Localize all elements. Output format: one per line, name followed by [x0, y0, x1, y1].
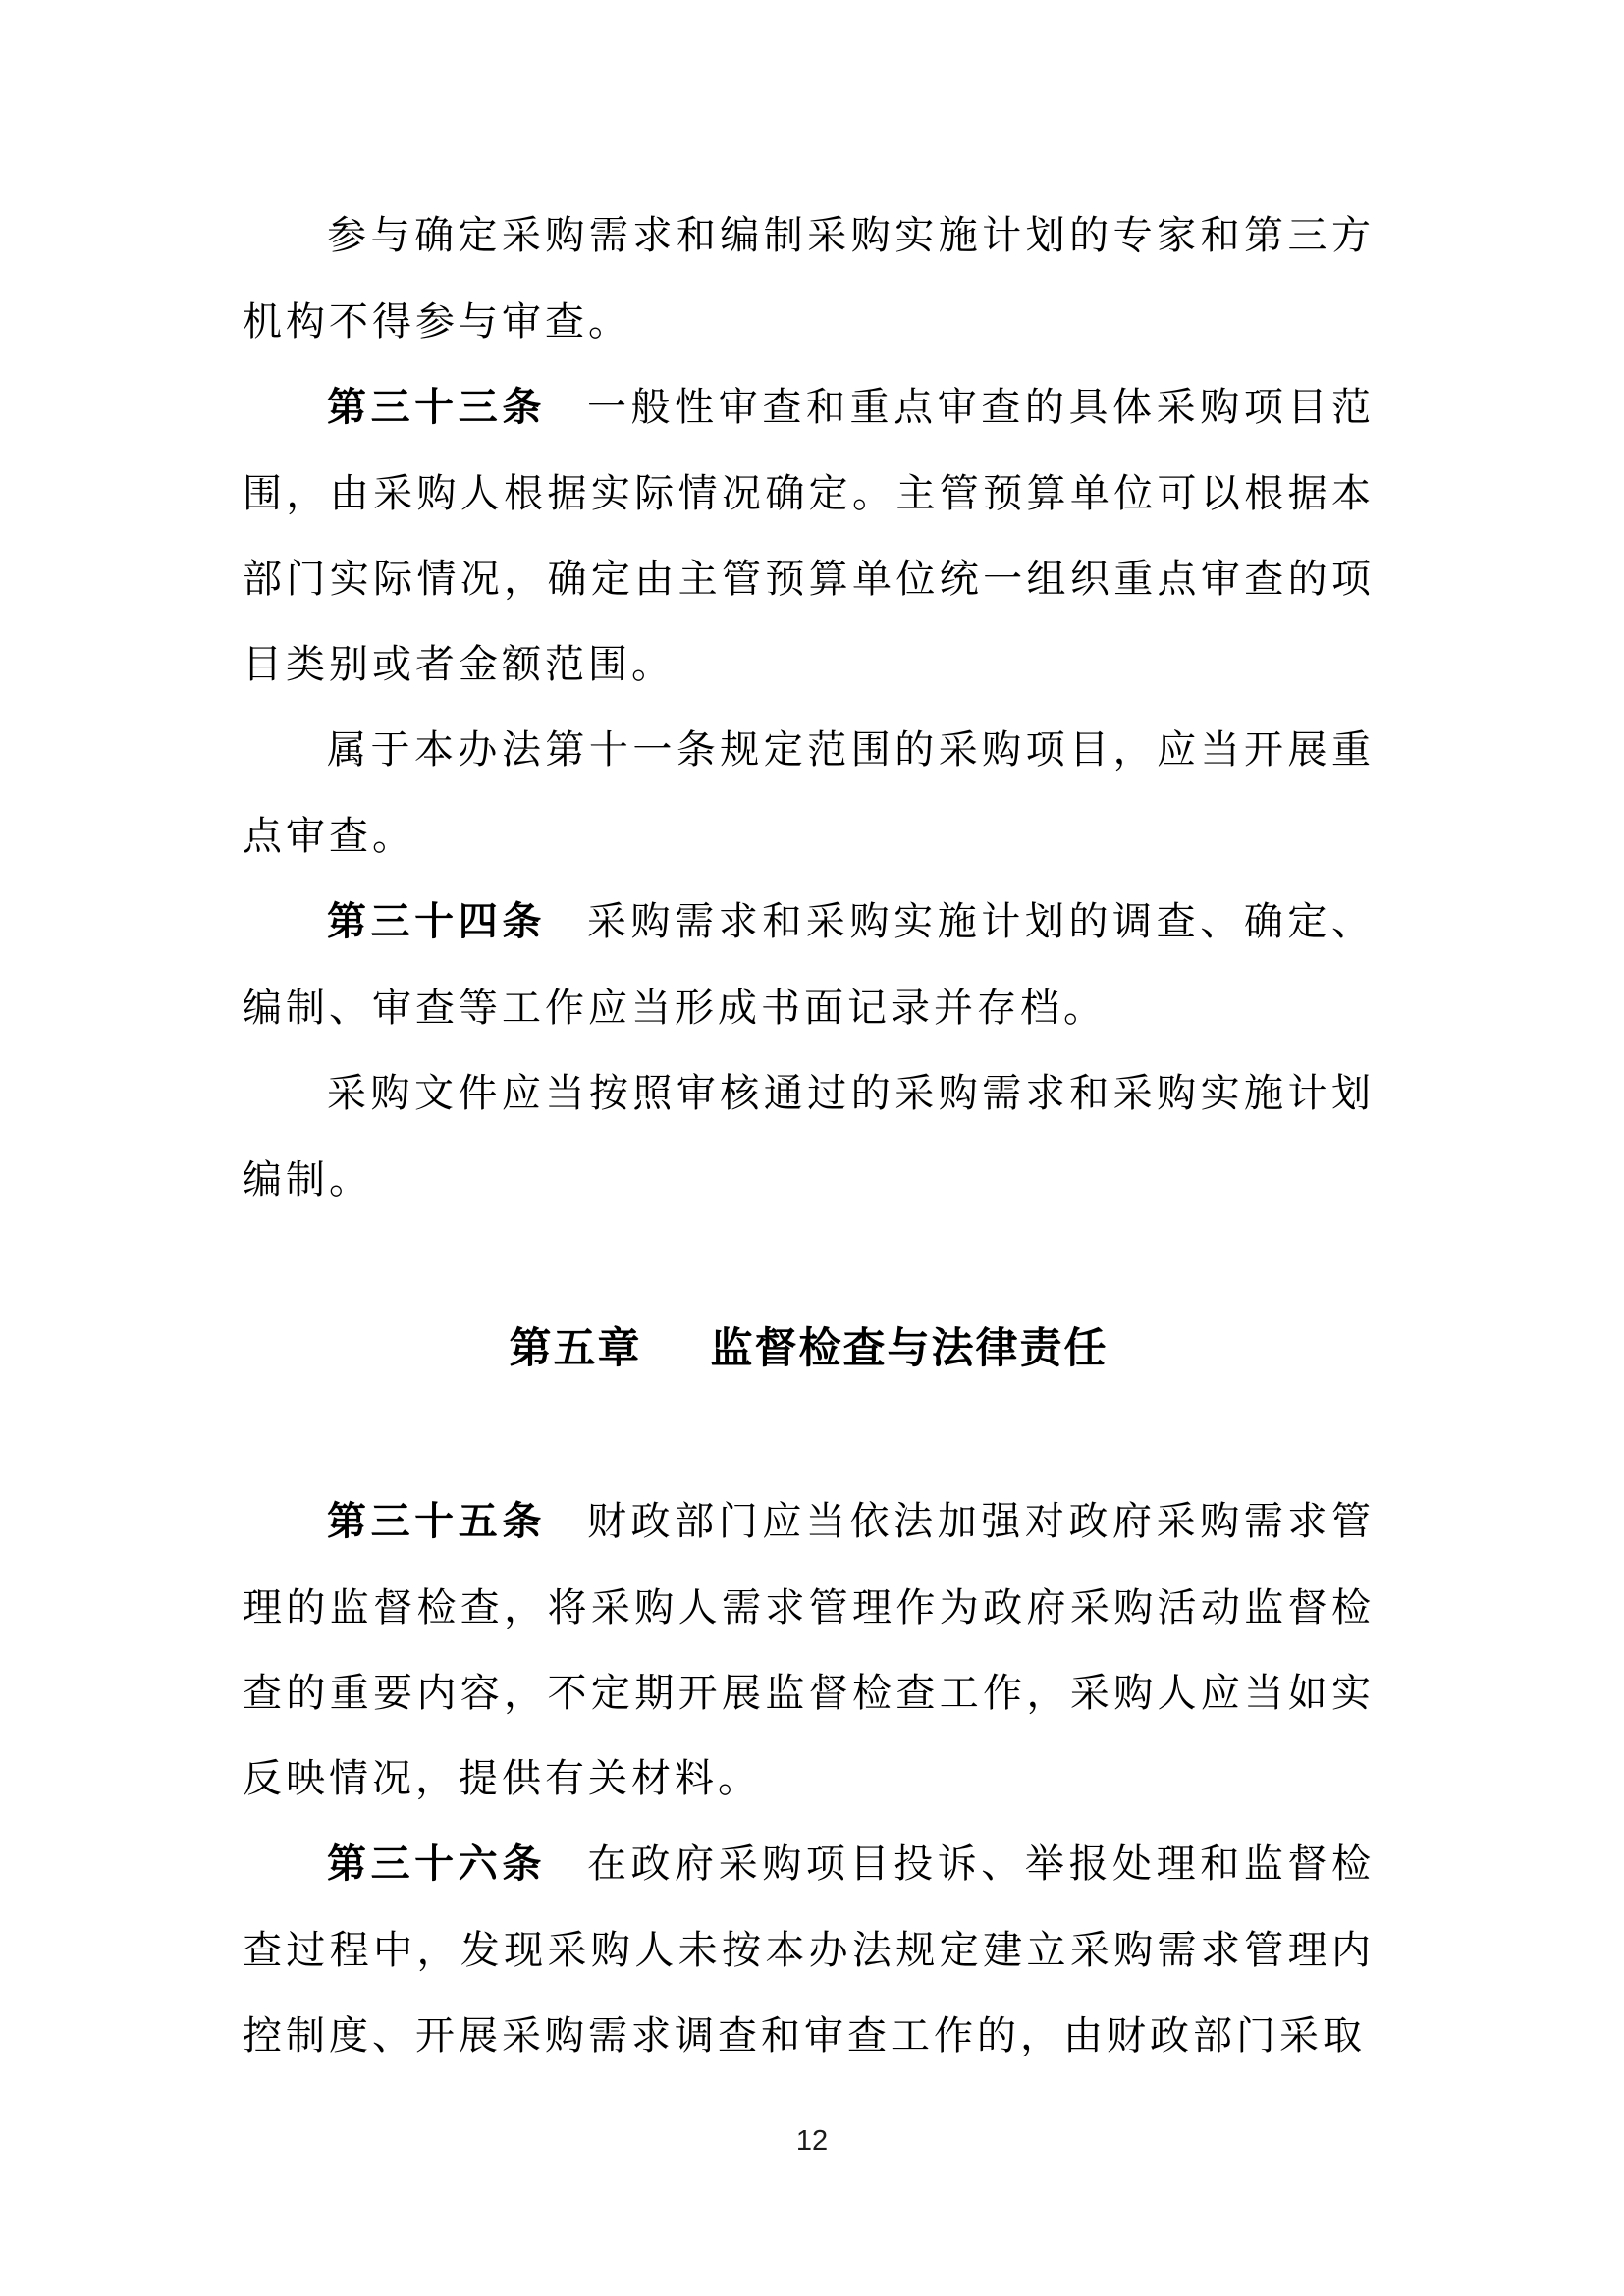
paragraph-text: 采购文件应当按照审核通过的采购需求和采购实施计划编制。: [243, 1071, 1375, 1201]
document-body: [243, 192, 1375, 2078]
body-paragraph: [243, 364, 1375, 707]
body-paragraph: [243, 1821, 1375, 2078]
body-paragraph: [243, 192, 1375, 364]
paragraph-text: 财政部门应当依法加强对政府采购需求管理的监督检查，将采购人需求管理作为政府采购活动监督检查的重要内容，不定期开展监督检查工作，采购人应当如实反映情况，提供有关材料。: [243, 1499, 1376, 1800]
article-number: 第三十三条: [327, 386, 546, 429]
article-number: 第三十六条: [327, 1842, 546, 1886]
chapter-number: 第五章: [509, 1325, 642, 1372]
page-number: 12: [795, 2125, 829, 2157]
paragraph-text: 参与确定采购需求和编制采购实施计划的专家和第三方机构不得参与审查。: [243, 213, 1375, 344]
paragraph-text: 属于本办法第十一条规定范围的采购项目，应当开展重点审查。: [243, 727, 1375, 858]
chapter-section: [243, 1478, 1375, 2078]
chapter-heading: [243, 1307, 1375, 1392]
paragraph-text: 采购需求和采购实施计划的调查、确定、编制、审查等工作应当形成书面记录并存档。: [243, 899, 1376, 1030]
paragraph-text: 在政府采购项目投诉、举报处理和监督检查过程中，发现采购人未按本办法规定建立采购需求管理内控制度、开展采购需求调查和审查工作的，由财政部门采取: [243, 1842, 1376, 2057]
body-paragraph: [243, 1478, 1375, 1821]
body-paragraph: [243, 879, 1375, 1050]
body-paragraph: [243, 707, 1375, 879]
article-number: 第三十五条: [327, 1500, 546, 1543]
paragraph-text: 一般性审查和重点审查的具体采购项目范围，由采购人根据实际情况确定。主管预算单位可以根据本部门实际情况，确定由主管预算单位统一组织重点审查的项目类别或者金额范围。: [243, 385, 1376, 686]
body-paragraph: [243, 1050, 1375, 1222]
chapter-title: 监督检查与法律责任: [710, 1325, 1109, 1372]
article-number: 第三十四条: [327, 900, 546, 943]
page-footer: [0, 2123, 1624, 2159]
